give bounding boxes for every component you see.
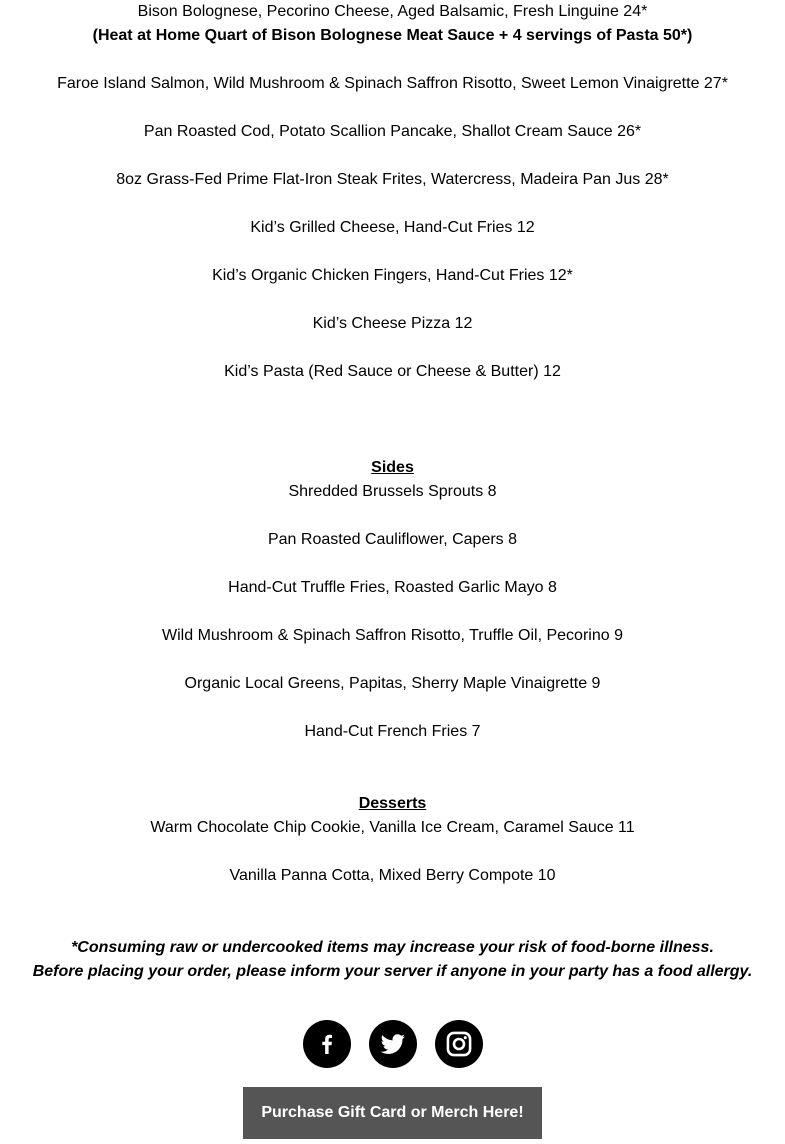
spacer [0, 696, 785, 720]
spacer [0, 504, 785, 528]
menu-item: Pan Roasted Cauliflower, Capers 8 [267, 531, 518, 548]
menu-item: Kid’s Pasta (Red Sauce or Cheese & Butter) 12 [224, 363, 561, 380]
menu-item: Hand-Cut Truffle Fries, Roasted Garlic Mayo 8 [228, 579, 557, 596]
spacer [0, 912, 785, 936]
spacer [0, 600, 785, 624]
spacer [0, 432, 785, 456]
twitter-link[interactable] [369, 1020, 417, 1068]
menu-item: Warm Chocolate Chip Cookie, Vanilla Ice Cream, Caramel Sauce 11 [150, 819, 635, 836]
menu-item: Organic Local Greens, Papitas, Sherry Maple Vinaigrette 9 [184, 675, 601, 692]
menu-item: Kid’s Organic Chicken Fingers, Hand-Cut Fries 12* [212, 267, 573, 284]
menu-item: Hand-Cut French Fries 7 [304, 723, 481, 740]
spacer [0, 192, 785, 216]
disclaimer-line: Before placing your order, please inform your server if anyone in your party has a food allergy. [32, 963, 753, 980]
spacer [0, 48, 785, 72]
menu-item: Shredded Brussels Sprouts 8 [288, 483, 497, 500]
sides-heading: Sides [371, 459, 414, 476]
spacer [0, 96, 785, 120]
spacer [0, 336, 785, 360]
facebook-link[interactable] [303, 1020, 351, 1068]
spacer [0, 240, 785, 264]
spacer [0, 552, 785, 576]
spacer [0, 408, 785, 432]
twitter-icon [380, 1031, 406, 1057]
instagram-link[interactable] [435, 1020, 483, 1068]
desserts-heading: Desserts [358, 795, 427, 812]
spacer [0, 840, 785, 864]
spacer [0, 144, 785, 168]
menu-item: Wild Mushroom & Spinach Saffron Risotto, Truffle Oil, Pecorino 9 [162, 627, 623, 644]
spacer [0, 384, 785, 408]
gift-card-merch-button[interactable]: Purchase Gift Card or Merch Here! [243, 1087, 542, 1139]
facebook-icon [315, 1032, 339, 1056]
menu-item: Kid’s Cheese Pizza 12 [312, 315, 473, 332]
menu-item-note: (Heat at Home Quart of Bison Bolognese Meat Sauce + 4 servings of Pasta 50*) [92, 27, 693, 44]
spacer [0, 288, 785, 312]
spacer [0, 648, 785, 672]
menu-item: Kid’s Grilled Cheese, Hand-Cut Fries 12 [250, 219, 535, 236]
menu-item: Bison Bolognese, Pecorino Cheese, Aged Balsamic, Fresh Linguine 24* [137, 3, 648, 20]
social-links [0, 1020, 785, 1068]
disclaimer-line: *Consuming raw or undercooked items may increase your risk of food-borne illness. [71, 939, 714, 956]
spacer [0, 744, 785, 768]
menu-item: Pan Roasted Cod, Potato Scallion Pancake, Shallot Cream Sauce 26* [143, 123, 642, 140]
instagram-icon [445, 1030, 473, 1058]
menu-item: Faroe Island Salmon, Wild Mushroom & Spinach Saffron Risotto, Sweet Lemon Vinaigrette 27* [57, 75, 728, 92]
spacer [0, 768, 785, 792]
menu-item: Vanilla Panna Cotta, Mixed Berry Compote 10 [229, 867, 556, 884]
menu-item: 8oz Grass-Fed Prime Flat-Iron Steak Frites, Watercress, Madeira Pan Jus 28* [116, 171, 669, 188]
spacer [0, 888, 785, 912]
